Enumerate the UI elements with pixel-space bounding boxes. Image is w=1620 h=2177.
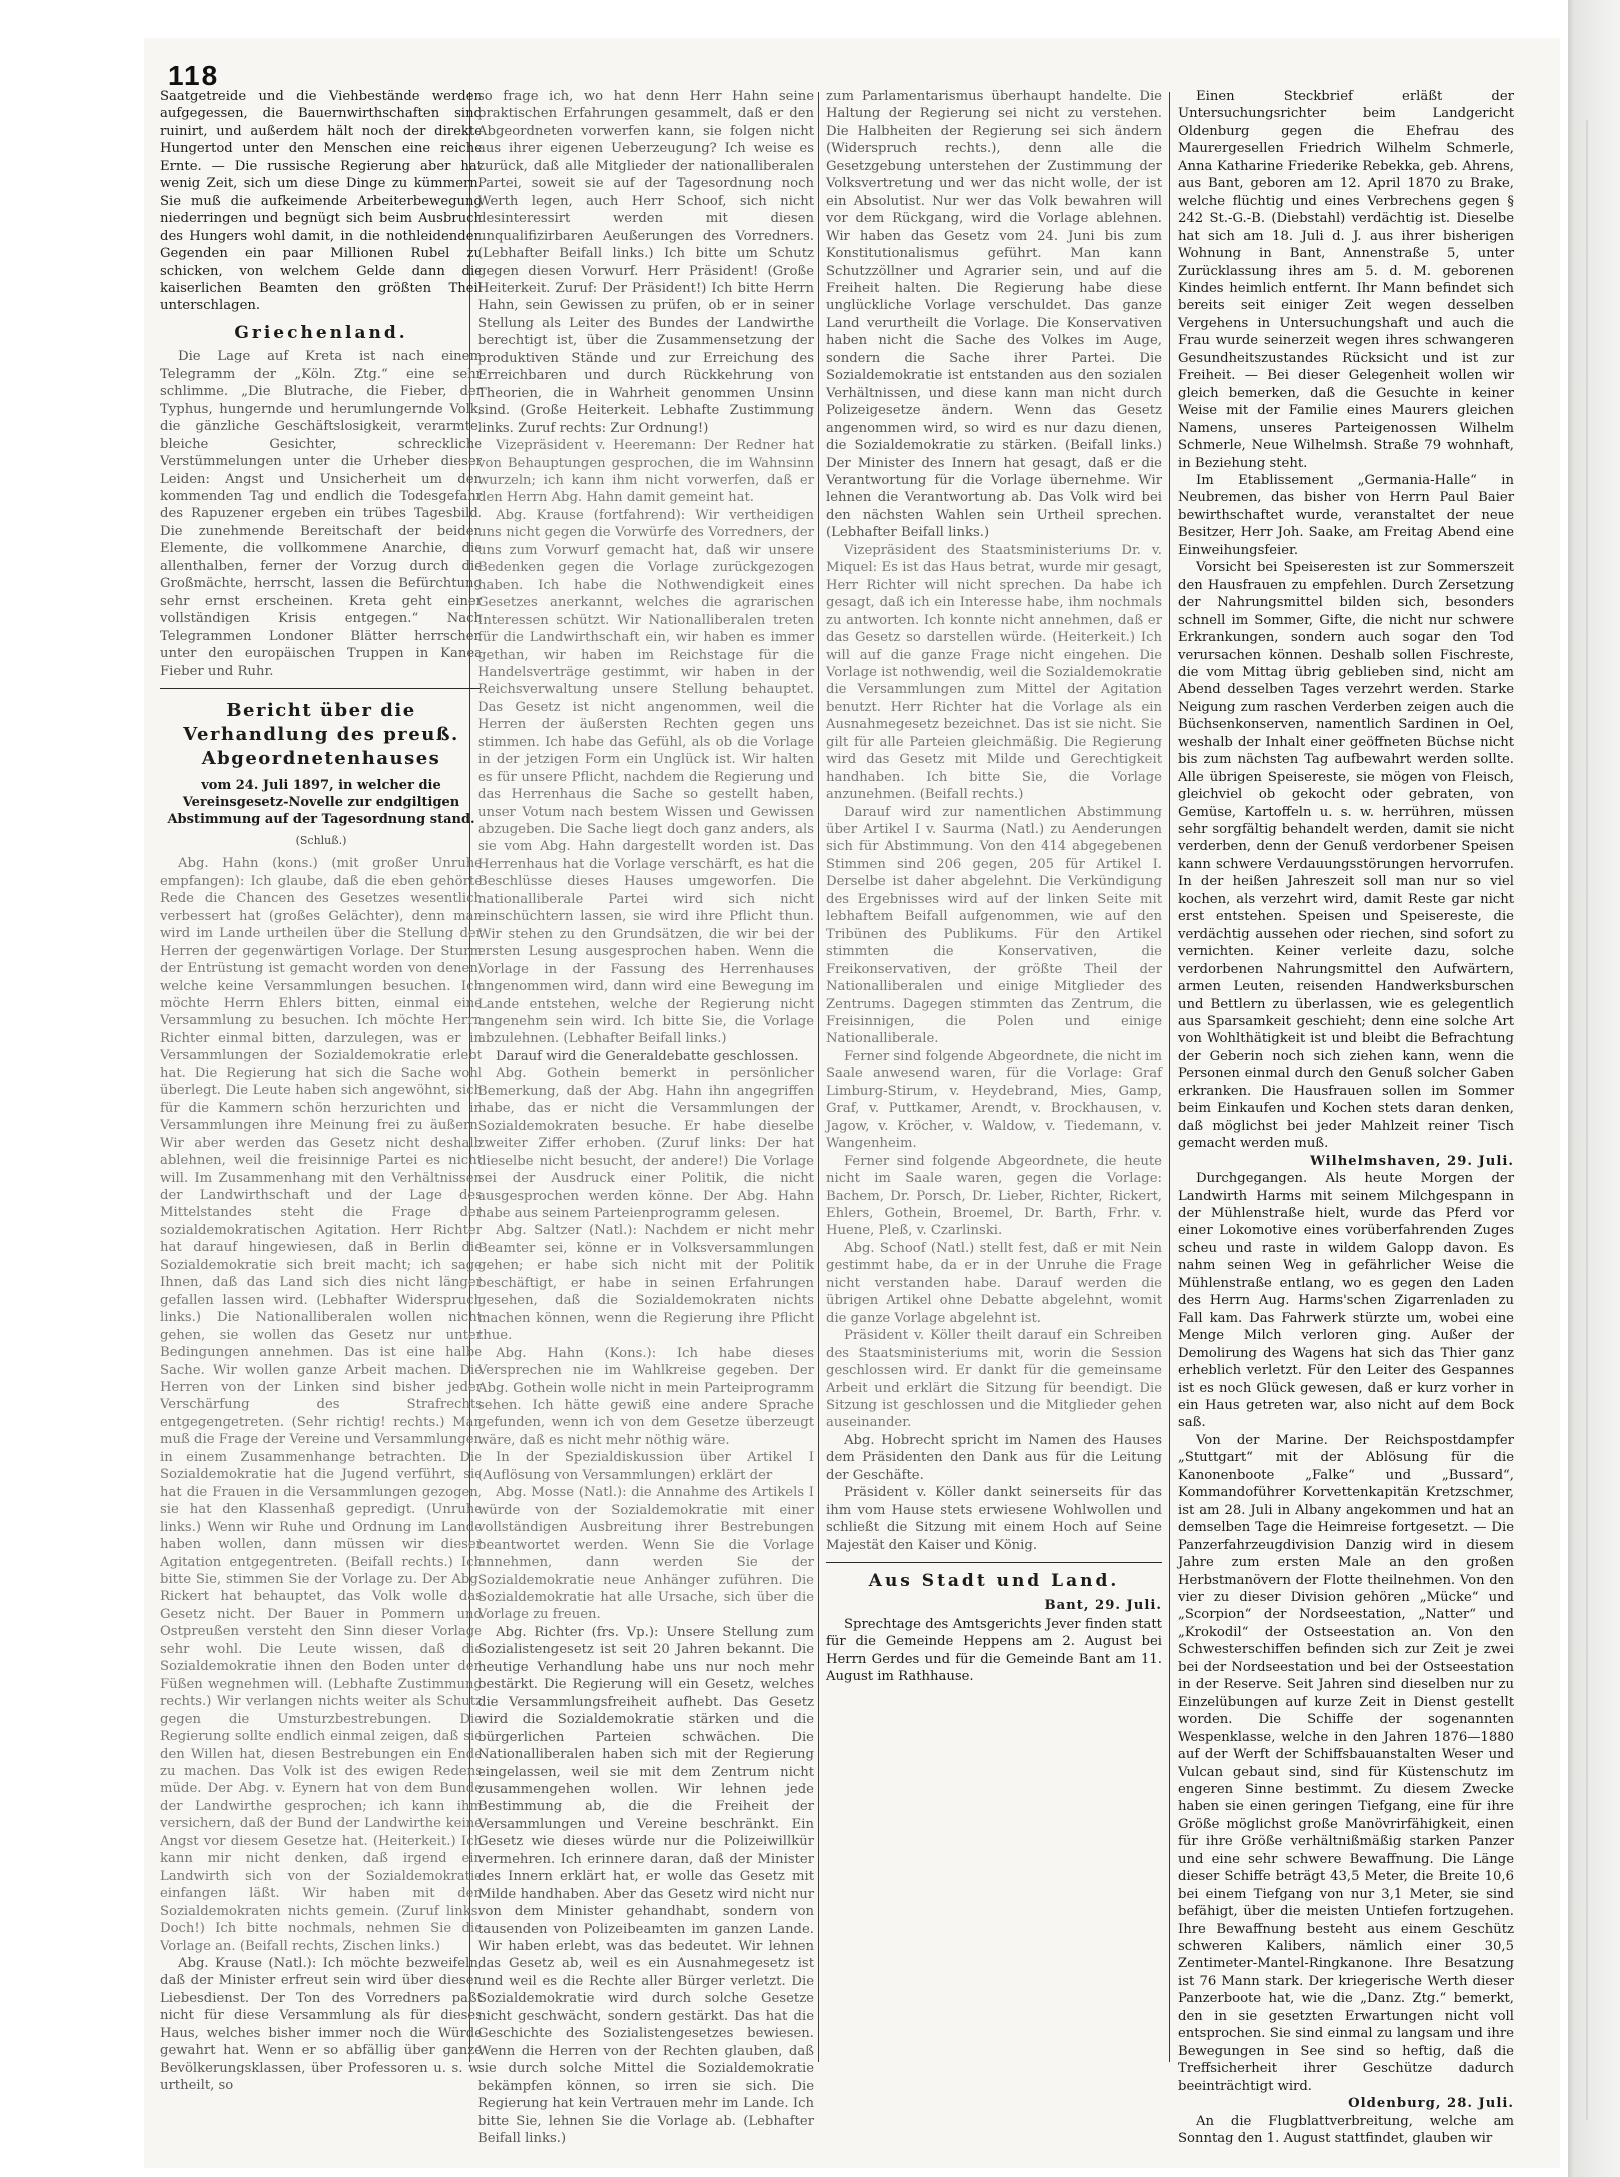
dateline: Oldenburg, 28. Juli. bbox=[1348, 2096, 1514, 2112]
section-heading-report: Bericht über die Verhandlung des preuß. Abgeordnetenhauses bbox=[183, 699, 459, 769]
section-subheading: vom 24. Juli 1897, in welcher die Vereinsgesetz-Novelle zur endgiltigen Abstimmung auf der Tagesordnung stand. bbox=[167, 777, 475, 827]
section-heading-local: Aus Stadt und Land. bbox=[868, 1571, 1120, 1592]
article-paragraph: Im Etablissement „Germania-Halle“ in Neubremen, das bisher von Herrn Paul Baier bewirthschaftet wurde, veranstaltet der neue Besitzer, Herr Joh. Saake, am Freitag Abend eine Einweihungsfeier. bbox=[1178, 472, 1514, 558]
article-paragraph: Abg. Hahn (Kons.): Ich habe dieses Versprechen nie im Wahlkreise gegeben. Der Abg. Gothein wolle nicht in mein Parteiprogramm sehen. Ich hätte gewiß eine andere Sprache gefunden, wenn ich von dem Gesetze überzeugt wäre, daß es nicht mehr nöthig wäre. bbox=[478, 1345, 814, 1448]
article-paragraph: Abg. Krause (fortfahrend): Wir vertheidigen uns nicht gegen die Vorwürfe des Vorredners, der uns zum Vorwurf gemacht hat, daß wir unsere Bedenken gegen die Vorlage zurückgezogen haben. Ich habe die Nothwendigkeit eines Gesetzes anerkannt, welches die agrarischen Interessen schützt. Wir Nationalliberalen treten für die Landwirthschaft ein, wir haben es immer gethan, wir haben im Reichstage für die Handelsverträge gestimmt, wir haben in der Reichsverwaltung unsere Stellung behauptet. Das Gesetz ist nicht angenommen, weil die Herren der äußersten Rechten gegen uns stimmen. Ich habe das Gefühl, als ob die Vorlage in der jetzigen Form ein Unglück ist. Wir halten es für unsere Pflicht, nachdem die Regierung und das Herrenhaus die Sache so gestellt haben, unser Votum nach bestem Wissen und Gewissen abzugeben. Die Sache liegt doch ganz anders, als sie vom Abg. Hahn dargestellt worden ist. Das Herrenhaus hat die Vorlage verschärft, es hat die Beschlüsse dieses Hauses umgeworfen. Die nationalliberale Partei wird sich nicht einschüchtern lassen, sie wird ihre Pflicht thun. Wir stehen zu den Grundsätzen, die wir bei der ersten Lesung ausgesprochen haben. Wenn die Vorlage in der Fassung des Herrenhauses angenommen wird, dann wird eine Bewegung im Lande entstehen, welche der Regierung nicht angenehm sein wird. Ich bitte Sie, die Vorlage abzulehnen. (Lebhafter Beifall links.) bbox=[478, 507, 814, 1047]
article-paragraph: Vorsicht bei Speiseresten ist zur Sommerszeit den Hausfrauen zu empfehlen. Durch Zersetzung der Nahrungsmittel bilden sich, besonders schnell im Sommer, Gifte, die nicht nur schwere Erkrankungen, sondern auch sogar den Tod verursachen können. Deshalb sollen Fischreste, die vom Mittag übrig geblieben sind, nicht am Abend desselben Tages verzehrt werden. Starke Neigung zum raschen Verderben zeigen auch die Büchsenkonserven, namentlich Sardinen in Oel, weshalb der Inhalt einer geöffneten Büchse nicht bis zum nächsten Tag aufbewahrt werden sollte. Alle übrigen Speisereste, sie mögen von Fleisch, gleichviel ob gekocht oder gebraten, von Gemüse, Kartoffeln u. s. w. herrühren, müssen sehr sorgfältig behandelt werden, damit sie nicht verderben, denn der Genuß verdorbener Speisen kann schwere Verdauungsstörungen hervorrufen. In der heißen Jahreszeit soll man nur so viel kochen, als verzehrt wird, damit Reste gar nicht erst entstehen. Speisen und Speisereste, die verdächtig aussehen oder riechen, sind sofort zu vernichten. Keiner verleite dazu, solche verdorbenen Nahrungsmittel den Aufwärtern, armen Leuten, reisenden Handwerksburschen und Bettlern zu überlassen, wie es gelegentlich aus Sparsamkeit geschieht; denn eine solche Art von Wohlthätigkeit ist und bleibt die Befrachtung der Geberin noch sich ziehen kann, wenn die Personen einmal durch den Genuß solcher Gaben erkranken. Die Hausfrauen sollen im Sommer beim Einkaufen und Kochen stets daran denken, daß möglichst bei jeder Mahlzeit reiner Tisch gemacht werden muß. bbox=[1178, 560, 1514, 1152]
column-1 bbox=[160, 88, 482, 2133]
article-paragraph: so frage ich, wo hat denn Herr Hahn seine praktischen Erfahrungen gesammelt, daß er den Abgeordneten vorwerfen kann, sie folgen nicht aus ihrer eigenen Ueberzeugung? Ich weise es zurück, daß alle Mitglieder der nationalliberalen Partei, soweit sie auf der Tagesordnung noch Werth legen, auch Herr Schoof, sich nicht desinteressirt werden mit diesen unqualifizirbaren Aeußerungen des Vorredners. (Lebhafter Beifall links.) Ich bitte um Schutz gegen diesen Vorwurf. Herr Präsident! (Große Heiterkeit. Zuruf: Der Präsident!) Ich bitte Herrn Hahn, sein Gewissen zu prüfen, ob er in seiner Stellung als Leiter des Bundes der Landwirthe berechtigt ist, über die Zusammensetzung der produktiven Stände und zur Erreichung des Erreichbaren und durch Rückkehrung von Theorien, die in Wahrheit genommen Unsinn sind. (Große Heiterkeit. Lebhafte Zustimmung links. Zuruf rechts: Zur Ordnung!) bbox=[478, 89, 814, 436]
article-paragraph: Einen Steckbrief erläßt der Untersuchungsrichter beim Landgericht Oldenburg gegen die Ehefrau des Maurergesellen Friedrich Wilhelm Schmerle, Anna Katharine Friederike Rebekka, geb. Ahrens, aus Bant, geboren am 12. April 1870 zu Brake, welche flüchtig und eines Verbrechens gegen § 242 St.-G.-B. (Diebstahl) verdächtig ist. Dieselbe hat sich am 18. Juli d. J. aus ihrer bisherigen Wohnung in Bant, Annenstraße 5, unter Zurücklassung ihres am 5. d. M. geborenen Kindes heimlich entfernt. Ihr Mann befindet sich bereits seit einiger Zeit wegen desselben Vergehens in Untersuchungshaft und auch die Frau wurde seinerzeit wegen ihres schwangeren Gesundheitszustandes Rücksicht und ist zur Freiheit. — Bei dieser Gelegenheit wollen wir gleich bemerken, daß die Gesuchte in keiner Weise mit der Familie eines Maurers gleichen Namens, unseres Parteigenossen Wilhelm Schmerle, Neue Wilhelmsh. Straße 79 wohnhaft, in Beziehung steht. bbox=[1178, 89, 1514, 471]
article-paragraph: Präsident v. Köller dankt seinerseits für das ihm vom Hause stets erwiesene Wohlwollen und schließt die Sitzung mit einem Hoch auf Seine Majestät den Kaiser und König. bbox=[826, 1485, 1162, 1553]
article-paragraph: Abg. Mosse (Natl.): die Annahme des Artikels I würde von der Sozialdemokratie mit einer vollständigen Ausbreitung ihrer Bestrebungen beantwortet werden. Wenn Sie die Vorlage annehmen, dann werden Sie der Sozialdemokratie neue Anhänger zuführen. Die Sozialdemokratie hat alle Ursache, sich über die Vorlage zu freuen. bbox=[478, 1485, 814, 1623]
column-3 bbox=[826, 88, 1162, 2133]
article-paragraph: Abg. Hobrecht spricht im Namen des Hauses dem Präsidenten den Dank aus für die Leitung der Geschäfte. bbox=[826, 1432, 1162, 1483]
article-paragraph: Vizepräsident v. Heeremann: Der Redner hat von Behauptungen gesprochen, die im Wahnsinn wurzeln; ich kann ihm nicht vorwerfen, daß er den Herrn Abg. Hahn damit gemeint hat. bbox=[478, 438, 814, 506]
article-paragraph: Abg. Richter (frs. Vp.): Unsere Stellung zum Sozialistengesetz ist seit 20 Jahren bekannt. Die heutige Verhandlung habe uns nur noch mehr bestärkt. Die Regierung will ein Gesetz, welches die Versammlungsfreiheit aufhebt. Das Gesetz wird die Sozialdemokratie stärken und die bürgerlichen Parteien schwächen. Die Nationalliberalen haben sich mit der Regierung eingelassen, weil sie mit dem Zentrum nicht zusammengehen wollen. Wir lehnen jede Bestimmung ab, die die Freiheit der Versammlungen und Vereine beschränkt. Ein Gesetz wie dieses würde nur die Polizeiwillkür vermehren. Ich erinnere daran, daß der Minister des Innern erklärt hat, er wolle das Gesetz mit Milde handhaben. Aber das Gesetz wird nicht nur von dem Minister gehandhabt, sondern von tausenden von Polizeibeamten im ganzen Lande. Wir haben erlebt, was das bedeutet. Wir lehnen das Gesetz ab, weil es ein Ausnahmegesetz ist und weil es die Rechte aller Bürger verletzt. Die Sozialdemokratie wird durch solche Gesetze nicht geschwächt, sondern gestärkt. Das hat die Geschichte des Sozialistengesetzes bewiesen. Wenn die Herren von der Rechten glauben, daß sie durch solche Mittel die Sozialdemokratie bekämpfen können, so irren sie sich. Die Regierung hat kein Vertrauen mehr im Lande. Ich bitte Sie, lehnen Sie die Vorlage ab. (Lebhafter Beifall links.) bbox=[478, 1624, 814, 2147]
article-paragraph: Abg. Hahn (kons.) (mit großer Unruhe empfangen): Ich glaube, daß die eben gehörte Rede die Chancen des Gesetzes wesentlich verbessert hat (großes Gelächter), denn man wird im Lande urtheilen über die Stellung der Herren der gegenwärtigen Vorlage. Der Sturm der Entrüstung ist gemacht worden von denen, welche keine Versammlungen besuchen. Ich möchte Herrn Ehlers bitten, einmal eine Versammlung zu besuchen. Ich möchte Herrn Richter einmal bitten, darzulegen, was er in Versammlungen der Sozialdemokratie erlebt hat. Die Regierung hat sich die Sache wohl überlegt. Die Leute haben sich angewöhnt, sich für die Kammern schön herzurichten und in Versammlungen ihre Meinung frei zu äußern. Wir aber werden das Gesetz nicht deshalb ablehnen, weil die freisinnige Partei es nicht will. Im Zusammenhang mit den Verhältnissen der Landwirthschaft und der Lage des Mittelstandes steht die Frage der sozialdemokratischen Agitation. Herr Richter hat darauf hingewiesen, daß in Berlin die Sozialdemokratie sich breit macht; ich sage Ihnen, daß das Land sich dies nicht länger gefallen lassen wird. (Lebhafter Widerspruch links.) Die Nationalliberalen wollen nicht gehen, sie wollen das Gesetz nur unter Bedingungen annehmen. Das ist eine halbe Sache. Wir wollen ganze Arbeit machen. Die Herren von der Linken sind bisher jeder Verschärfung des Strafrechts entgegengetreten. (Sehr richtig! rechts.) Man muß die Frage der Vereine und Versammlungen in einem Zusammenhange betrachten. Die Sozialdemokratie hat die Jugend verführt, sie hat die Frauen in die Versammlungen gezogen, sie hat den Klassenhaß gepredigt. (Unruhe links.) Wenn wir Ruhe und Ordnung im Lande haben wollen, dann müssen wir dieser Agitation entgegentreten. (Beifall rechts.) Ich bitte Sie, stimmen Sie der Vorlage zu. Der Abg. Rickert hat behauptet, das Volk wolle das Gesetz nicht. Der Bauer in Pommern und Ostpreußen versteht den Sinn dieser Vorlage sehr wohl. Die Leute wissen, daß die Sozialdemokratie ihnen den Boden unter den Füßen wegnehmen will. (Lebhafte Zustimmung rechts.) Wir verlangen nichts weiter als Schutz gegen die Umsturzbestrebungen. Die Regierung sollte endlich einmal zeigen, daß sie den Willen hat, diesen Bestrebungen ein Ende zu machen. Das Volk ist des ewigen Redens müde. Der Abg. v. Eynern hat von dem Bunde der Landwirthe gesprochen; ich kann ihm versichern, daß der Bund der Landwirthe keine Angst vor diesem Gesetze hat. (Heiterkeit.) Ich kann mir nicht denken, daß irgend ein Landwirth sich von der Sozialdemokratie einfangen läßt. Wir haben mit den Sozialdemokraten nichts gemein. (Zuruf links: Doch!) Ich bitte nochmals, nehmen Sie die Vorlage an. (Beifall rechts, Zischen links.) bbox=[160, 856, 482, 1954]
section-divider bbox=[160, 688, 482, 689]
article-paragraph: Abg. Schoof (Natl.) stellt fest, daß er mit Nein gestimmt habe, da er in der Unruhe die Frage nicht verstanden habe. Darauf werden die übrigen Artikel ohne Debatte abgelehnt, womit die ganze Vorlage abgelehnt ist. bbox=[826, 1240, 1162, 1326]
dateline: Bant, 29. Juli. bbox=[1044, 1597, 1162, 1613]
column-4 bbox=[1178, 88, 1514, 2147]
article-paragraph: Darauf wird die Generaldebatte geschlossen. bbox=[496, 1048, 799, 1064]
article-paragraph: An die Flugblattverbreitung, welche am Sonntag den 1. August stattfindet, glauben wir bbox=[1178, 2113, 1514, 2147]
article-paragraph: Darauf wird zur namentlichen Abstimmung über Artikel I v. Saurma (Natl.) zu Aenderungen sich für Abstimmung. Von den 414 abgegebenen Stimmen sind 206 gegen, 205 für Artikel I. Derselbe ist daher abgelehnt. Die Verkündigung des Ergebnisses wird auf der linken Seite mit lebhaftem Beifall aufgenommen, wie auf den Tribünen des Publikums. Für den Artikel stimmten die Konservativen, die Freikonservativen, der größte Theil der Nationalliberalen und einige Mitglieder des Zentrums. Dagegen stimmten das Zentrum, die Freisinnigen, die Polen und einige Nationalliberale. bbox=[826, 804, 1162, 1047]
section-note: (Schluß.) bbox=[295, 833, 347, 847]
article-paragraph: Durchgegangen. Als heute Morgen der Landwirth Harms mit seinem Milchgespann in der Mühlenstraße hielt, wurde das Pferd vor einer Lokomotive eines vorüberfahrenden Zuges scheu und raste in wildem Galopp davon. Es nahm seinen Weg in gefährlicher Weise die Mühlenstraße entlang, wo es gegen den Laden des Herrn Aug. Harms'schen Zigarrenladen zu Fall kam. Das Fahrwerk stürzte um, wobei eine Menge Milch verloren ging. Außer der Demolirung des Wagens hat sich das Thier ganz erheblich verletzt. Für den Leiter des Gespannes ist es noch Glück gewesen, daß er kurz vorher in ein Haus getreten war, also nicht auf dem Bock saß. bbox=[1178, 1171, 1514, 1431]
article-paragraph: Ferner sind folgende Abgeordnete, die nicht im Saale anwesend waren, für die Vorlage: Graf Limburg-Stirum, v. Heydebrand, Mies, Gamp, Graf, v. Puttkamer, Arendt, v. Brockhausen, v. Jagow, v. Kröcher, v. Waldow, v. Tiedemann, v. Wangenheim. bbox=[826, 1048, 1162, 1152]
section-heading-greece: Griechenland. bbox=[234, 322, 408, 343]
article-paragraph: Abg. Krause (Natl.): Ich möchte bezweifeln, daß der Minister erfreut sein wird über diesen Liebesdienst. Der Ton des Vorredners paßt nicht für diese Versammlung als für dieses Haus, welches bisher immer noch die Würde gewahrt hat. Wenn er so abfällig über ganze Bevölkerungsklassen, über Professoren u. s. w. urtheilt, so bbox=[160, 1955, 482, 2094]
article-paragraph: Präsident v. Köller theilt darauf ein Schreiben des Staatsministeriums mit, worin die Session geschlossen wird. Er dankt für die gemeinsame Arbeit und erklärt die Sitzung für beendigt. Die Sitzung ist geschlossen und die Mitglieder gehen auseinander. bbox=[826, 1328, 1162, 1431]
article-paragraph: Abg. Gothein bemerkt in persönlicher Bemerkung, daß der Abg. Hahn ihn angegriffen habe, das er nicht die Versammlungen der Sozialdemokraten besuche. Er habe dieselbe zweiter Ziffer erhoben. (Zuruf links: Der hat dieselbe nicht besucht, der andere!) Die Vorlage sei der Ausdruck einer Politik, die nicht ausgesprochen werden könne. Der Abg. Hahn habe aus seinem Parteienprogramm gelesen. bbox=[478, 1066, 814, 1221]
article-paragraph: Abg. Saltzer (Natl.): Nachdem er nicht mehr Beamter sei, könne er in Volksversammlungen gehen; er habe sich nicht mit der Politik beschäftigt, er habe in seinen Erfahrungen gesehen, daß die Sozialdemokraten nichts machen können, wenn die Regierung ihre Pflicht thue. bbox=[478, 1223, 814, 1344]
article-paragraph: Sprechtage des Amtsgerichts Jever finden statt für die Gemeinde Heppens am 2. August bei Herrn Gerdes und für die Gemeinde Bant am 11. August im Rathhause. bbox=[826, 1616, 1162, 1685]
article-paragraph: zum Parlamentarismus überhaupt handelte. Die Haltung der Regierung sei nicht zu verstehen. Die Halbheiten der Regierung sei sich ändern (Widerspruch rechts.), denn alle die Gesetzgebung unterstehen der Zustimmung der Volksvertretung und wer das nicht wolle, der ist ein Absolutist. Nur wer das Volk bewahren will vor dem Rückgang, wird die Vorlage ablehnen. Wir haben das Gesetz vom 24. Juni bis zum Konstitutionalismus geführt. Man kann Schutzzöllner und Agrarier sein, und auf die Freiheit halten. Die Regierung habe diese unglückliche Vorlage verschuldet. Das ganze Land verurtheilt die Vorlage. Die Konservativen haben nicht die Sache des Volkes im Auge, sondern die Sache ihrer Partei. Die Sozialdemokratie ist entstanden aus den sozialen Verhältnissen, und diese kann man nicht durch Polizeigesetze ändern. Wenn das Gesetz angenommen wird, so wird es nur dazu dienen, die Sozialdemokratie zu stärken. (Beifall links.) Der Minister des Innern hat gesagt, daß er die Verantwortung für die Vorlage übernehme. Wir lehnen die Verantwortung ab. Das Volk wird bei den nächsten Wahlen sein Urtheil sprechen. (Lebhafter Beifall links.) bbox=[826, 89, 1162, 541]
article-paragraph: Ferner sind folgende Abgeordnete, die heute nicht im Saale waren, gegen die Vorlage: Bachem, Dr. Porsch, Dr. Lieber, Richter, Rickert, Ehlers, Gothein, Broemel, Dr. Barth, Frhr. v. Huene, Pleß, v. Czarlinski. bbox=[826, 1153, 1162, 1239]
dateline: Wilhelmshaven, 29. Juli. bbox=[1310, 1153, 1514, 1169]
article-paragraph: In der Spezialdiskussion über Artikel I (Auflösung von Versammlungen) erklärt der bbox=[478, 1450, 814, 1483]
article-paragraph: Vizepräsident des Staatsministeriums Dr. v. Miquel: Es ist das Haus betrat, wurde mir gesagt, Herr Richter will nicht sprechen. Da habe ich gesagt, daß ich ein Interesse habe, ihm nochmals zu antworten. Ich konnte nicht annehmen, daß er das Gesetz so darstellen würde. (Heiterkeit.) Ich will auf die ganze Frage nicht eingehen. Die Vorlage ist nothwendig, weil die Sozialdemokratie die Versammlungen zum Mittel der Agitation benutzt. Herr Richter hat die Vorlage als ein Ausnahmegesetz bezeichnet. Das ist sie nicht. Sie gilt für alle Parteien gleichmäßig. Die Regierung wird das Gesetz mit Milde und Gerechtigkeit handhaben. Ich bitte Sie, die Vorlage anzunehmen. (Beifall rechts.) bbox=[826, 542, 1162, 803]
column-rule-3 bbox=[1169, 92, 1170, 2062]
section-divider bbox=[826, 1562, 1162, 1563]
column-2 bbox=[478, 88, 814, 2147]
page-number: 118 bbox=[168, 60, 220, 91]
column-rule-2 bbox=[818, 92, 819, 2062]
article-paragraph: Die Lage auf Kreta ist nach einem Telegramm der „Köln. Ztg.“ eine sehr schlimme. „Die Blutrache, die Fieber, der Typhus, hungernde und herumlungernde Volk, die gänzliche Geschäftslosigkeit, verarmte, bleiche Gesichter, schreckliche Verstümmelungen unter die Urheber dieser Leiden: Angst und Unsicherheit um den kommenden Tag und endlich die Todesgefahr des Rapuzener ergeben ein trübes Tagesbild. Die zunehmende Bereitschaft der beiden Elemente, die vollkommene Anarchie, die allenthalben, ferner der Vorzug durch die Großmächte, herrscht, lassen die Befürchtung sehr ernst erscheinen. Kreta geht einer vollständigen Krisis entgegen.“ Nach Telegrammen Londoner Blätter herrschen unter den europäischen Truppen in Kanea Fieber und Ruhr. bbox=[160, 349, 482, 679]
scan-edge bbox=[1568, 0, 1620, 2177]
scan-edge-line bbox=[1586, 120, 1588, 2120]
article-paragraph: Saatgetreide und die Viehbestände werden aufgegessen, die Bauernwirthschaften sind ruinirt, und außerdem hält noch der direkte Hungertod unter den Menschen eine reiche Ernte. — Die russische Regierung aber hat wenig Zeit, sich um diese Dinge zu kümmern. Sie muß die aufkeimende Arbeiterbewegung niederringen und begnügt sich beim Ausbruch des Hungers wohl damit, in die nothleidenden Gegenden ein paar Millionen Rubel zu schicken, von welchem Gelde dann die kaiserlichen Beamten den größten Theil unterschlagen. bbox=[160, 89, 482, 314]
article-paragraph: Von der Marine. Der Reichspostdampfer „Stuttgart“ mit der Ablösung für die Kanonenboote „Falke“ und „Bussard“, Kommandoführer Korvettenkapitän Kretzschmer, ist am 28. Juli in Albany angekommen und hat an demselben Tage die Heimreise fortgesetzt. — Die Panzerfahrzeugdivision Danzig wird in diesem Jahre zum ersten Male an den großen Herbstmanövern der Flotte theilnehmen. Von den vier zu dieser Division gehören „Mücke“ und „Scorpion“ der Nordseestation, „Natter“ und „Krokodil“ der Ostseestation an. Von den Schwesterschiffen befinden sich zur Zeit je zwei bei der Nordseestation und bei der Ostseestation in der Reserve. Seit Jahren sind dieselben nur zu Einzelübungen auf kurze Zeit in Dienst gestellt worden. Die Schiffe der sogenannten Wespenklasse, welche in den Jahren 1876—1880 auf der Werft der Schiffsbauanstalten Weser und Vulcan gebaut sind, sind für Küstenschutz im engeren Sinne bestimmt. Zu diesem Zwecke haben sie einen geringen Tiefgang, eine für ihre Größe möglichst große Manövrirfähigkeit, einen für ihre Größe verhältnißmäßig starken Panzer und eine sehr schwere Bewaffnung. Die Länge dieser Schiffe beträgt 43,5 Meter, die Breite 10,6 bei einem Tiefgang von nur 3,1 Meter, sie sind befähigt, über die meisten Untiefen fortzugehen. Ihre Bewaffnung besteht aus einem Geschütz schweren Kalibers, nämlich einer 30,5 Zentimeter-Mantel-Ringkanone. Ihre Besatzung ist 76 Mann stark. Der kriegerische Werth dieser Panzerboote hat, wie die „Danz. Ztg.“ bemerkt, den in sie gesetzten Erwartungen nicht voll entsprochen. Sie sind einmal zu langsam und ihre Bewegungen in See sind so heftig, daß die Treffsicherheit ihrer Geschütze dadurch beeinträchtigt wird. bbox=[1178, 1432, 1514, 2094]
